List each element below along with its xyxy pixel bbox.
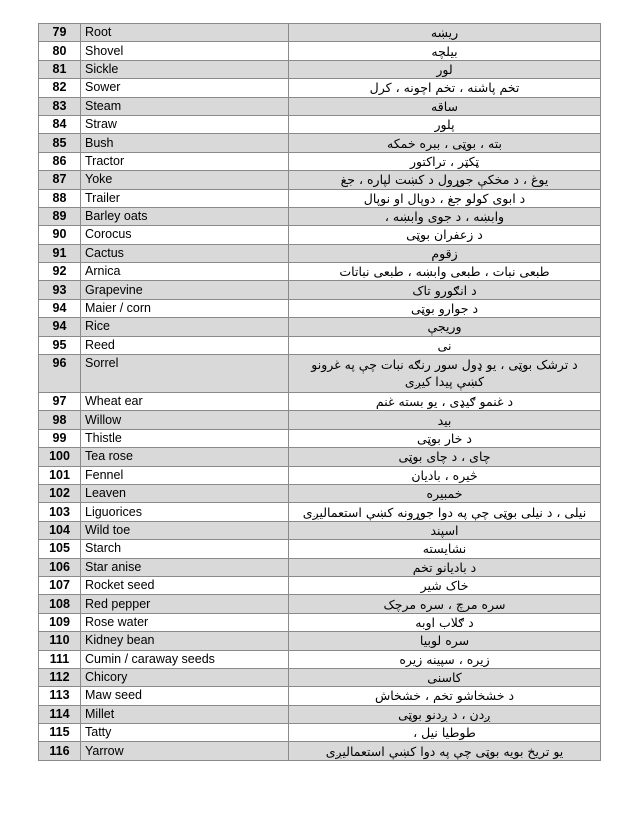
row-number: 95 [39,336,81,354]
pashto-translation: ساقه [289,97,601,115]
english-term: Steam [81,97,289,115]
english-term: Liguorices [81,503,289,521]
pashto-translation: نيلی ، د نيلی بوټی چې په دوا جوړونه کښې استعماليږی [289,503,601,521]
english-term: Yoke [81,171,289,189]
english-term: Leaven [81,484,289,502]
table-row [39,540,601,558]
table-row [39,336,601,354]
table-row [39,613,601,631]
table-row [39,411,601,429]
table-row [39,281,601,299]
table-row [39,115,601,133]
row-number: 105 [39,540,81,558]
pashto-translation: نی [289,336,601,354]
pashto-translation: طوطيا نيل ، [289,724,601,742]
pashto-translation: بيد [289,411,601,429]
row-number: 114 [39,705,81,723]
table-row [39,484,601,502]
row-number: 94 [39,299,81,317]
row-number: 86 [39,152,81,170]
row-number: 109 [39,613,81,631]
pashto-translation: وريجې [289,318,601,336]
english-term: Willow [81,411,289,429]
row-number: 90 [39,226,81,244]
english-term: Reed [81,336,289,354]
row-number: 84 [39,115,81,133]
pashto-translation: بيلچه [289,42,601,60]
english-term: Shovel [81,42,289,60]
pashto-translation: ږدن ، د ږدنو بوټی [289,705,601,723]
english-term: Root [81,24,289,42]
table-row [39,687,601,705]
table-row [39,503,601,521]
english-term: Trailer [81,189,289,207]
row-number: 94 [39,318,81,336]
row-number: 91 [39,244,81,262]
table-row [39,429,601,447]
table-row [39,189,601,207]
row-number: 108 [39,595,81,613]
english-term: Fennel [81,466,289,484]
table-row [39,393,601,411]
glossary-body [39,24,601,761]
english-term: Maw seed [81,687,289,705]
table-row [39,134,601,152]
pashto-translation: خمبيره [289,484,601,502]
table-row [39,299,601,317]
english-term: Yarrow [81,742,289,760]
row-number: 106 [39,558,81,576]
row-number: 89 [39,207,81,225]
row-number: 98 [39,411,81,429]
pashto-translation: پلور [289,115,601,133]
row-number: 93 [39,281,81,299]
row-number: 110 [39,632,81,650]
table-row [39,79,601,97]
table-row [39,705,601,723]
pashto-translation: ټکټر ، تراکتور [289,152,601,170]
pashto-translation: خاک شير [289,576,601,594]
pashto-translation: زقوم [289,244,601,262]
pashto-translation: يو تريخ بويه بوټی چې په دوا کښې استعماليږی [289,742,601,760]
row-number: 115 [39,724,81,742]
table-row [39,152,601,170]
pashto-translation: لور [289,60,601,78]
table-row [39,60,601,78]
english-term: Star anise [81,558,289,576]
pashto-translation: د ګلاب اوبه [289,613,601,631]
table-row [39,226,601,244]
pashto-translation: د جوارو بوټی [289,299,601,317]
row-number: 88 [39,189,81,207]
table-row [39,318,601,336]
table-row [39,595,601,613]
english-term: Wild toe [81,521,289,539]
english-term: Maier / corn [81,299,289,317]
pashto-translation: وابښه ، د جوی وابښه ، [289,207,601,225]
row-number: 113 [39,687,81,705]
pashto-translation: طبعی نبات ، طبعی وابښه ، طبعی نباتات [289,263,601,281]
pashto-translation: اسپند [289,521,601,539]
row-number: 96 [39,355,81,393]
row-number: 99 [39,429,81,447]
row-number: 97 [39,393,81,411]
pashto-translation: بته ، بوټی ، ببره خمکه [289,134,601,152]
english-term: Millet [81,705,289,723]
row-number: 107 [39,576,81,594]
pashto-translation: ريښه [289,24,601,42]
glossary-table [38,23,601,761]
english-term: Grapevine [81,281,289,299]
english-term: Barley oats [81,207,289,225]
pashto-translation: د غنمو ګيډی ، يو بسته غنم [289,393,601,411]
english-term: Sickle [81,60,289,78]
table-row [39,207,601,225]
pashto-translation: د ترشک بوټی ، يو ډول سور رنګه نبات چې په غرونو کښې پيدا کيږی [289,355,601,393]
english-term: Tea rose [81,448,289,466]
pashto-translation: سره لوبيا [289,632,601,650]
table-row [39,724,601,742]
row-number: 80 [39,42,81,60]
table-row [39,97,601,115]
english-term: Cumin / caraway seeds [81,650,289,668]
table-row [39,521,601,539]
english-term: Chicory [81,668,289,686]
row-number: 82 [39,79,81,97]
table-row [39,244,601,262]
english-term: Tatty [81,724,289,742]
row-number: 116 [39,742,81,760]
row-number: 112 [39,668,81,686]
table-row [39,650,601,668]
pashto-translation: يوغ ، د مخکې جوړول د کښت لپاره ، جغ [289,171,601,189]
pashto-translation: چای ، د چای بوټی [289,448,601,466]
english-term: Kidney bean [81,632,289,650]
pashto-translation: څيره ، باديان [289,466,601,484]
english-term: Arnica [81,263,289,281]
pashto-translation: کاسنی [289,668,601,686]
english-term: Red pepper [81,595,289,613]
english-term: Sower [81,79,289,97]
table-row [39,355,601,393]
row-number: 79 [39,24,81,42]
row-number: 92 [39,263,81,281]
row-number: 111 [39,650,81,668]
table-row [39,448,601,466]
pashto-translation: تخم پاشنه ، تخم اچونه ، کرل [289,79,601,97]
row-number: 81 [39,60,81,78]
table-row [39,668,601,686]
glossary-sheet [38,23,601,761]
english-term: Rocket seed [81,576,289,594]
english-term: Corocus [81,226,289,244]
table-row [39,558,601,576]
pashto-translation: د خار بوټی [289,429,601,447]
table-row [39,632,601,650]
table-row [39,42,601,60]
pashto-translation: د انګورو تاک [289,281,601,299]
english-term: Sorrel [81,355,289,393]
table-row [39,263,601,281]
pashto-translation: د باديانو تخم [289,558,601,576]
pashto-translation: زيره ، سپينه زيره [289,650,601,668]
english-term: Wheat ear [81,393,289,411]
row-number: 100 [39,448,81,466]
table-row [39,576,601,594]
table-row [39,171,601,189]
pashto-translation: سره مرچ ، سره مرچک [289,595,601,613]
row-number: 83 [39,97,81,115]
pashto-translation: د خشخاشو تخم ، خشخاش [289,687,601,705]
table-row [39,742,601,760]
pashto-translation: د ابوی کولو جغ ، دوپال او نوپال [289,189,601,207]
row-number: 104 [39,521,81,539]
row-number: 85 [39,134,81,152]
row-number: 101 [39,466,81,484]
english-term: Cactus [81,244,289,262]
row-number: 102 [39,484,81,502]
row-number: 87 [39,171,81,189]
english-term: Rice [81,318,289,336]
row-number: 103 [39,503,81,521]
english-term: Straw [81,115,289,133]
english-term: Starch [81,540,289,558]
table-row [39,24,601,42]
english-term: Tractor [81,152,289,170]
pashto-translation: نشايسته [289,540,601,558]
table-row [39,466,601,484]
pashto-translation: د زعفران بوټی [289,226,601,244]
english-term: Thistle [81,429,289,447]
english-term: Rose water [81,613,289,631]
english-term: Bush [81,134,289,152]
